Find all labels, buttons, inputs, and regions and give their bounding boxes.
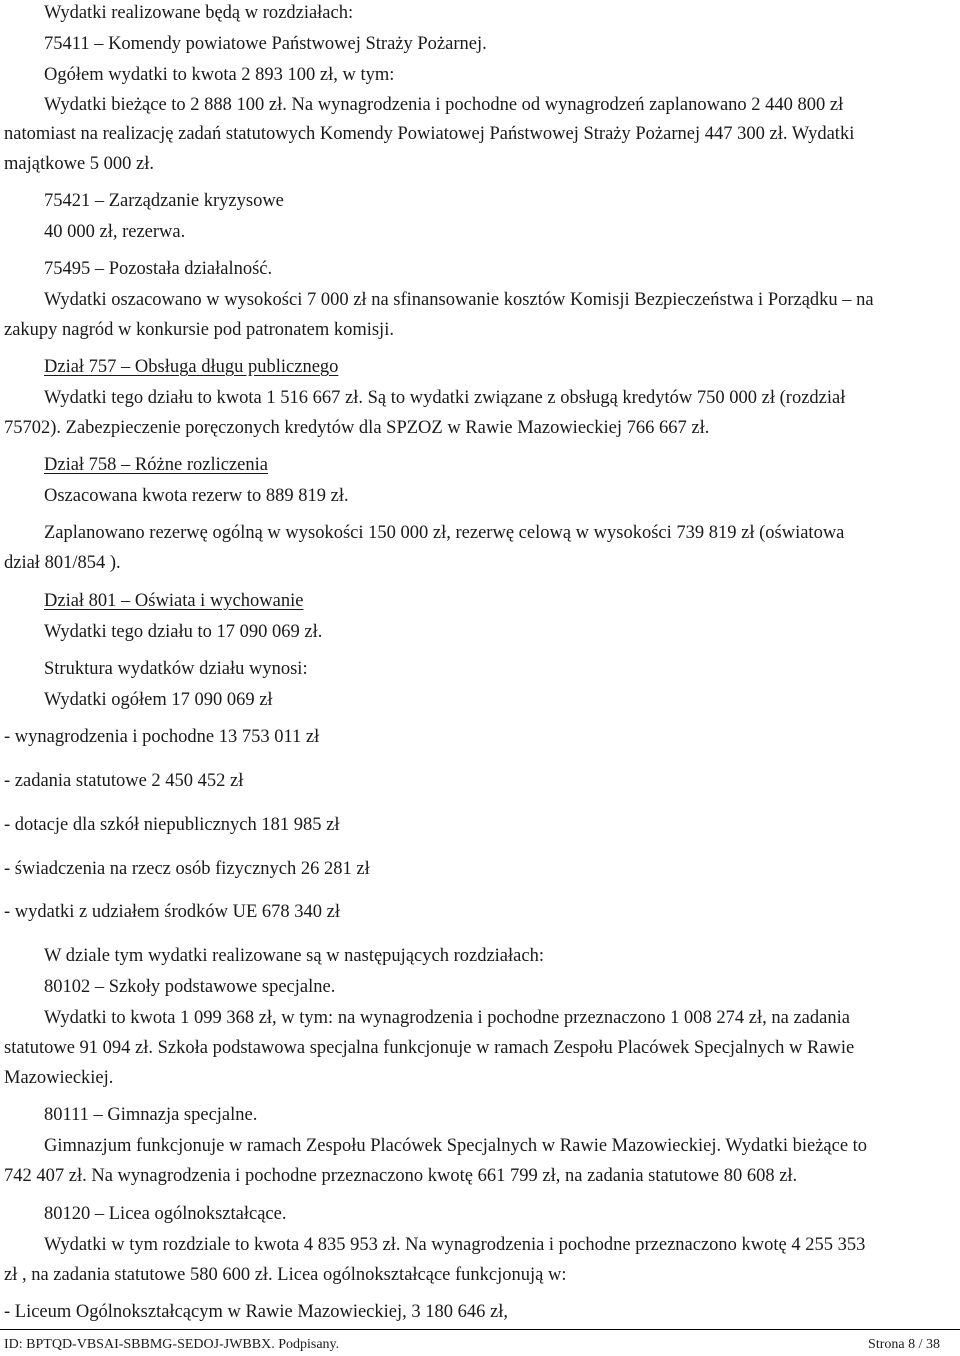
text-line: Gimnazjum funkcjonuje w ramach Zespołu Placówek Specjalnych w Rawie Mazowieckiej. Wydatki bieżące to <box>44 1136 868 1156</box>
text-line: Wydatki realizowane będą w rozdziałach: <box>44 3 354 23</box>
text-line: 75411 – Komendy powiatowe Państwowej Straży Pożarnej. <box>44 34 487 54</box>
text-line: Struktura wydatków działu wynosi: <box>44 659 308 679</box>
section-heading: Dział 758 – Różne rozliczenia <box>44 455 268 475</box>
list-item: - świadczenia na rzecz osób fizycznych 26 281 zł <box>4 859 370 879</box>
text-line: Oszacowana kwota rezerw to 889 819 zł. <box>44 486 349 506</box>
page-number: Strona 8 / 38 <box>868 1337 940 1352</box>
text-line: Mazowieckiej. <box>4 1068 114 1088</box>
text-line: statutowe 91 094 zł. Szkoła podstawowa specjalna funkcjonuje w ramach Zespołu Placówek Specjalnych w Rawie <box>4 1038 855 1058</box>
text-line: Wydatki tego działu to 17 090 069 zł. <box>44 622 323 642</box>
text-line: Zaplanowano rezerwę ogólną w wysokości 150 000 zł, rezerwę celową w wysokości 739 819 zł (oświatowa <box>44 523 845 543</box>
text-line: 80111 – Gimnazja specjalne. <box>44 1105 258 1125</box>
list-item: - zadania statutowe 2 450 452 zł <box>4 771 244 791</box>
text-line: 40 000 zł, rezerwa. <box>44 222 186 242</box>
text-line: dział 801/854 ). <box>4 553 121 573</box>
text-line: Wydatki ogółem 17 090 069 zł <box>44 690 273 710</box>
document-id: ID: BPTQD-VBSAI-SBBMG-SEDOJ-JWBBX. Podpisany. <box>4 1337 340 1352</box>
section-heading: Dział 757 – Obsługa długu publicznego <box>44 357 339 377</box>
list-item: - Liceum Ogólnokształcącym w Rawie Mazowieckiej, 3 180 646 zł, <box>4 1302 508 1322</box>
text-line: W dziale tym wydatki realizowane są w następujących rozdziałach: <box>44 946 544 966</box>
text-line: 75421 – Zarządzanie kryzysowe <box>44 191 284 211</box>
text-line: Wydatki bieżące to 2 888 100 zł. Na wynagrodzenia i pochodne od wynagrodzeń zaplanowano 2 440 800 zł <box>44 95 844 115</box>
section-heading: Dział 801 – Oświata i wychowanie <box>44 591 304 611</box>
list-item: - dotacje dla szkół niepublicznych 181 985 zł <box>4 815 340 835</box>
text-line: Wydatki tego działu to kwota 1 516 667 zł. Są to wydatki związane z obsługą kredytów 750 000 zł (rozdział <box>44 388 846 408</box>
text-line: 742 407 zł. Na wynagrodzenia i pochodne przeznaczono kwotę 661 799 zł, na zadania statutowe 80 608 zł. <box>4 1166 798 1186</box>
text-line: natomiast na realizację zadań statutowych Komendy Powiatowej Państwowej Straży Pożarnej 447 300 zł. Wydatki <box>4 124 855 144</box>
page-footer <box>0 1329 960 1356</box>
text-line: 80120 – Licea ogólnokształcące. <box>44 1204 287 1224</box>
text-line: Wydatki to kwota 1 099 368 zł, w tym: na wynagrodzenia i pochodne przeznaczono 1 008 274 zł, na zadania <box>44 1008 850 1028</box>
text-line: zł , na zadania statutowe 580 600 zł. Licea ogólnokształcące funkcjonują w: <box>4 1265 567 1285</box>
list-item: - wydatki z udziałem środków UE 678 340 zł <box>4 902 341 922</box>
text-line: zakupy nagród w konkursie pod patronatem komisji. <box>4 320 394 340</box>
text-line: majątkowe 5 000 zł. <box>4 154 155 174</box>
list-item: - wynagrodzenia i pochodne 13 753 011 zł <box>4 727 320 747</box>
text-line: 75495 – Pozostała działalność. <box>44 259 273 279</box>
text-line: Wydatki oszacowano w wysokości 7 000 zł na sfinansowanie kosztów Komisji Bezpieczeństwa i Porządku – na <box>44 290 874 310</box>
text-line: Ogółem wydatki to kwota 2 893 100 zł, w tym: <box>44 65 395 85</box>
text-line: 80102 – Szkoły podstawowe specjalne. <box>44 977 336 997</box>
text-line: 75702). Zabezpieczenie poręczonych kredytów dla SPZOZ w Rawie Mazowieckiej 766 667 zł. <box>4 418 710 438</box>
text-line: Wydatki w tym rozdziale to kwota 4 835 953 zł. Na wynagrodzenia i pochodne przeznaczono kwotę 4 255 353 <box>44 1235 866 1255</box>
